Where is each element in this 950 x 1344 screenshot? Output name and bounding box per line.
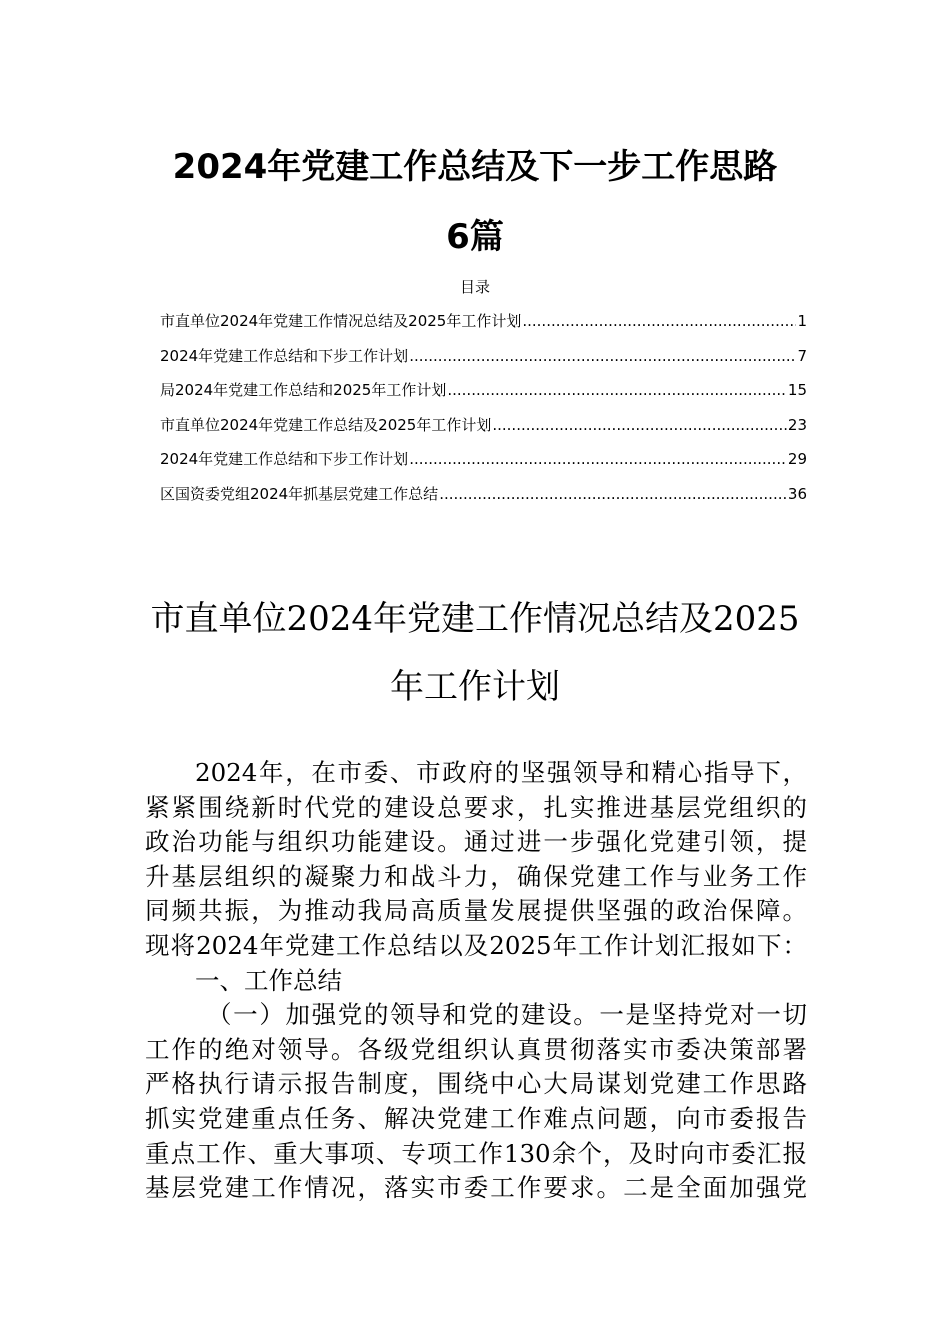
toc-leader-dots [409,346,796,366]
toc-entry-page: 36 [787,484,807,503]
toc-entry-6[interactable] [160,484,807,519]
body-line: 紧紧围绕新时代党的建设总要求，扎实推进基层党组织的 [145,792,807,822]
toc-leader-dots [522,311,796,331]
toc-leader-dots [447,380,787,400]
body-line: 升基层组织的凝聚力和战斗力，确保党建工作与业务工作 [145,861,807,891]
body-line: 抓实党建重点任务、解决党建工作难点问题，向市委报告 [145,1103,807,1133]
toc-entry-page: 1 [797,312,807,330]
toc-entry-label: 2024年党建工作总结和下步工作计划 [160,346,409,365]
body-text [145,756,807,1206]
toc-entry-page: 23 [787,415,807,434]
body-line: 同频共振，为推动我局高质量发展提供坚强的政治保障。 [145,896,807,926]
document-title-line1: 2024年党建工作总结及下一步工作思路 [172,147,778,187]
body-line: （一）加强党的领导和党的建设。一是坚持党对一切 [207,1000,807,1030]
body-line: 现将2024年党建工作总结以及2025年工作计划汇报如下： [145,930,807,960]
body-line: 重点工作、重大事项、专项工作130余个，及时向市委汇报 [145,1138,807,1168]
toc-entry-label: 局2024年党建工作总结和2025年工作计划 [160,381,447,400]
body-line: 2024年，在市委、市政府的坚强领导和精心指导下， [195,758,807,787]
toc-entry-label: 市直单位2024年党建工作情况总结及2025年工作计划 [160,312,522,330]
toc-entry-page: 15 [787,381,807,400]
toc-entry-5[interactable] [160,449,807,484]
body-line: 严格执行请示报告制度，围绕中心大局谋划党建工作思路 [145,1069,807,1099]
section-heading: 一、工作总结 [195,965,342,995]
toc-entry-label: 市直单位2024年党建工作总结及2025年工作计划 [160,415,492,434]
toc-entry-page: 29 [787,450,807,469]
toc-leader-dots [492,415,787,435]
toc-entry-3[interactable] [160,380,807,415]
toc-leader-dots [409,449,787,469]
toc-entry-page: 7 [797,346,807,365]
table-of-contents [160,311,807,519]
section-title-line2: 年工作计划 [390,667,560,707]
toc-entry-label: 2024年党建工作总结和下步工作计划 [160,450,409,469]
toc-leader-dots [439,484,787,504]
toc-heading: 目录 [459,278,490,296]
body-line: 工作的绝对领导。各级党组织认真贯彻落实市委决策部署 [145,1034,807,1064]
section-title-line1: 市直单位2024年党建工作情况总结及2025 [150,599,800,639]
document-title-line2: 6篇 [446,217,504,257]
body-line: 政治功能与组织功能建设。通过进一步强化党建引领，提 [145,827,807,857]
toc-entry-1[interactable] [160,311,807,346]
toc-entry-label: 区国资委党组2024年抓基层党建工作总结 [160,484,439,503]
body-line: 基层党建工作情况，落实市委工作要求。二是全面加强党 [145,1173,807,1203]
toc-entry-4[interactable] [160,415,807,450]
toc-entry-2[interactable] [160,346,807,381]
